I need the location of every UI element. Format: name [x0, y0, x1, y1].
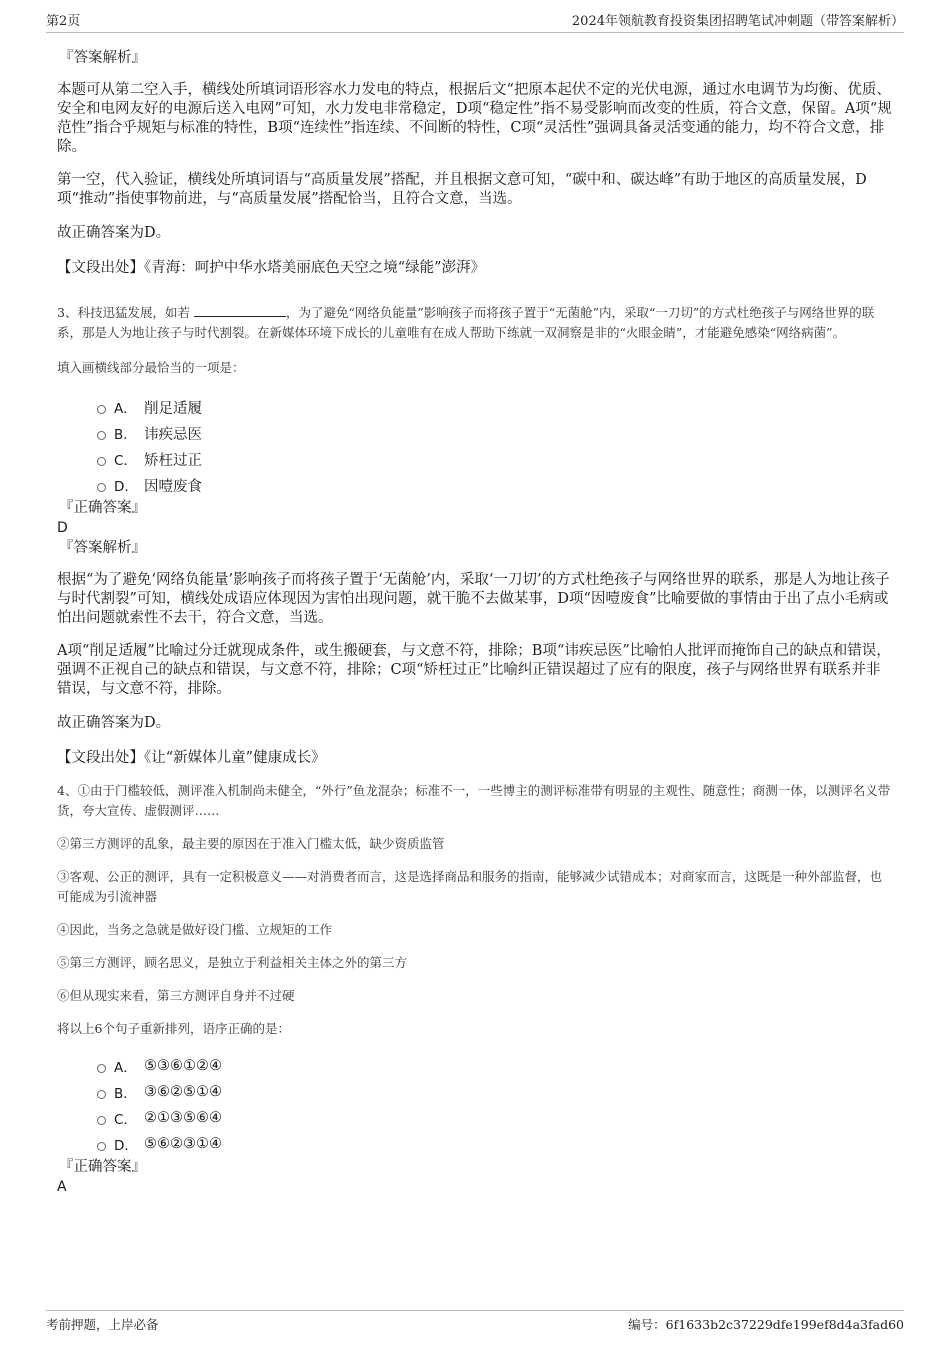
q4-option-c[interactable]: C． ②①③⑤⑥④: [97, 1105, 893, 1131]
q3-option-c[interactable]: C． 矫枉过正: [97, 446, 893, 472]
page-number: 第2页: [46, 14, 81, 29]
q4-options: [97, 1053, 893, 1157]
radio-icon[interactable]: [97, 1142, 106, 1151]
q3-analysis-para2: A项“削足适履”比喻过分迁就现成条件，或生搬硬套，与文意不符，排除；B项“讳疾忌医”比喻怕人批评而掩饰自己的缺点和错误，强调不正视自己的缺点和错误，与文意不符，排除；C项“矫枉过正”比喻纠正错误超过了应有的限度，孩子与网络世界有联系并非错误，与文意不符，排除。: [57, 643, 891, 697]
radio-icon[interactable]: [97, 1090, 106, 1099]
q4-sentence-1: 4、①由于门槛较低，测评准入机制尚未健全，“外行”鱼龙混杂；标准不一，一些博主的测评标准带有明显的主观性、随意性；商测一体，以测评名义带货，夸大宣传、虚假测评……: [57, 783, 891, 818]
document-title: 2024年领航教育投资集团招聘笔试冲刺题（带答案解析）: [571, 14, 904, 29]
q4-option-d[interactable]: D． ⑤⑥②③①④: [97, 1131, 893, 1157]
radio-icon[interactable]: [97, 457, 106, 466]
q3-option-a[interactable]: A． 削足适履: [97, 394, 893, 420]
q4-sentence-5: ⑤第三方测评，顾名思义，是独立于利益相关主体之外的第三方: [57, 955, 408, 970]
q4-answer-label: 『正确答案』: [59, 1159, 146, 1175]
q4-sentence-3: ③客观、公正的测评，具有一定积极意义——对消费者而言，这是选择商品和服务的指南，能够减少试错成本；对商家而言，这既是一种外部监督，也可能成为引流神器: [57, 869, 883, 904]
radio-icon[interactable]: [97, 405, 106, 414]
radio-icon[interactable]: [97, 431, 106, 440]
q3-answer: D: [57, 520, 68, 536]
q4-sentence-2: ②第三方测评的乱象，最主要的原因在于准入门槛太低，缺少资质监管: [57, 836, 445, 851]
q4-answer: A: [57, 1179, 67, 1195]
q2-source: 【文段出处】《青海：呵护中华水塔美丽底色天空之境“绿能”澎湃》: [57, 260, 486, 276]
q3-stem: 3、科技迅猛发展，如若 ，为了避免“网络负能量”影响孩子而将孩子置于“无菌舱”内，采取“一刀切”的方式杜绝孩子与网络世界的联系，那是人为地让孩子与时代割裂。在新媒体环境下成长的儿童唯有在成人帮助下练就一双洞察是非的“火眼金睛”，才能避免感染“网络病菌”。: [57, 305, 875, 340]
radio-icon[interactable]: [97, 483, 106, 492]
q4-sentence-6: ⑥但从现实来看，第三方测评自身并不过硬: [57, 988, 295, 1003]
q2-analysis-label: 『答案解析』: [59, 50, 146, 66]
answer-blank: [194, 304, 286, 317]
footer-slogan: 考前押题，上岸必备: [46, 1317, 159, 1332]
q4-sentence-4: ④因此，当务之急就是做好设门槛、立规矩的工作: [57, 922, 333, 937]
q4-option-a[interactable]: A． ⑤③⑥①②④: [97, 1053, 893, 1079]
q3-analysis-label: 『答案解析』: [59, 540, 146, 556]
q3-conclusion: 故正确答案为D。: [57, 715, 171, 731]
q3-analysis-para1: 根据“为了避免‘网络负能量’影响孩子而将孩子置于‘无菌舱’内，采取‘一刀切’的方式杜绝孩子与网络世界的联系，那是人为地让孩子与时代割裂”可知，横线处成语应体现因为害怕出现问题，就干脆不去做某事，D项“因噎废食”比喻要做的事情由于出了点小毛病或怕出问题就索性不去干，符合文意，当选。: [57, 572, 890, 626]
page-footer: [46, 1310, 904, 1333]
q4-option-b[interactable]: B． ③⑥②⑤①④: [97, 1079, 893, 1105]
q3-options: [97, 394, 893, 498]
radio-icon[interactable]: [97, 1064, 106, 1073]
q2-analysis-para2: 第一空，代入验证，横线处所填词语与“高质量发展”搭配，并且根据文意可知，“碳中和、碳达峰”有助于地区的高质量发展，D项“推动”指使事物前进，与“高质量发展”搭配恰当，且符合文意，当选。: [57, 172, 867, 207]
q4-prompt: 将以上6个句子重新排列，语序正确的是：: [57, 1021, 290, 1036]
page-header: [46, 10, 904, 33]
radio-icon[interactable]: [97, 1116, 106, 1125]
q2-analysis-para1: 本题可从第二空入手，横线处所填词语形容水力发电的特点，根据后文“把原本起伏不定的光伏电源，通过水电调节为均衡、优质、安全和电网友好的电源后送入电网”可知，水力发电非常稳定，D项“稳定性”指不易受影响而改变的性质，符合文意，保留。A项“规范性”指合乎规矩与标准的特性，B项“连续性”指连续、不间断的特性，C项“灵活性”强调具备灵活变通的能力，均不符合文意，排除。: [57, 82, 892, 155]
q3-source: 【文段出处】《让“新媒体儿童”健康成长》: [57, 750, 326, 766]
q2-conclusion: 故正确答案为D。: [57, 225, 171, 241]
q3-option-d[interactable]: D． 因噎废食: [97, 472, 893, 498]
document-id: 编号：6f1633b2c37229dfe199ef8d4a3fad60: [628, 1317, 904, 1332]
q3-answer-label: 『正确答案』: [59, 500, 146, 516]
q3-prompt: 填入画横线部分最恰当的一项是：: [57, 360, 245, 375]
q3-option-b[interactable]: B． 讳疾忌医: [97, 420, 893, 446]
document-body: [57, 48, 893, 1197]
